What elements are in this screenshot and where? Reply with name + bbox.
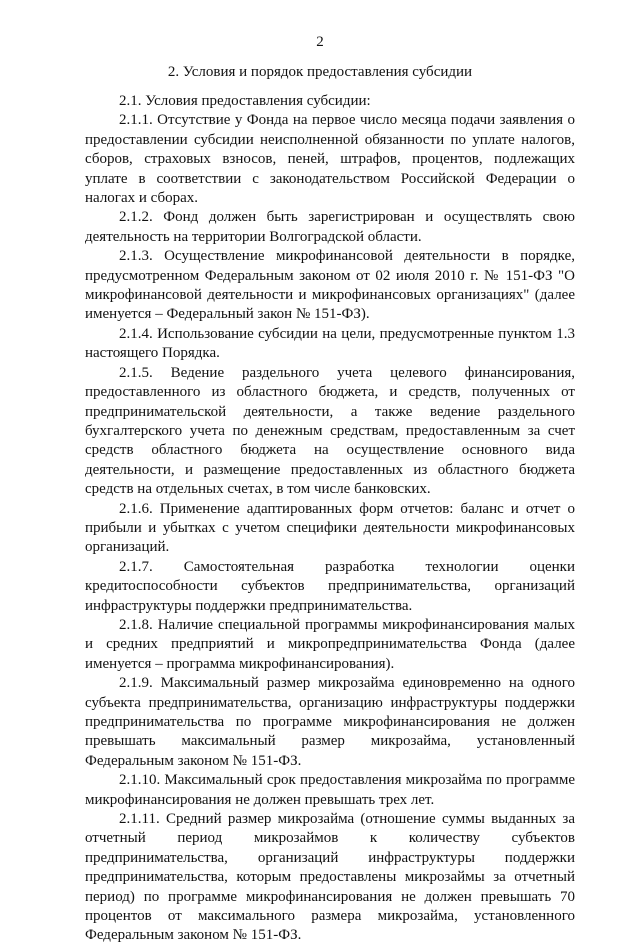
- paragraph-2-1-9: 2.1.9. Максимальный размер микрозайма единовременно на одного субъекта предпринимательства, организацию инфраструктуры поддержки предпринимательства по программе микрофинансирования не должен превышать максимальный размер микрозайма, установленный Федеральным законом № 151-ФЗ.: [85, 675, 575, 769]
- section-title: 2. Условия и порядок предоставления субсидии: [167, 64, 473, 80]
- paragraph-2-1-6: 2.1.6. Применение адаптированных форм отчетов: баланс и отчет о прибыли и убытках с учетом специфики деятельности микрофинансовых организаций.: [85, 500, 575, 556]
- paragraph-2-1-4: 2.1.4. Использование субсидии на цели, предусмотренные пунктом 1.3 настоящего Порядка.: [85, 325, 575, 362]
- paragraph-2-1-11: 2.1.11. Средний размер микрозайма (отношение суммы выданных за отчетный период микрозаймов к количеству субъектов предпринимательства, организаций инфраструктуры поддержки предпринимательства, которым предоставлены микрозаймы за отчетный период) по программе микрофинансирования не должен превышать 70 процентов от максимального размера микрозайма, установленного Федеральным законом № 151-ФЗ.: [85, 811, 575, 944]
- paragraph-2-1-10: 2.1.10. Максимальный срок предоставления микрозайма по программе микрофинансирования не должен превышать трех лет.: [85, 772, 575, 808]
- paragraph-2-1-7: 2.1.7. Самостоятельная разработка технологии оценки кредитоспособности субъектов предпринимательства, организаций инфраструктуры поддержки предпринимательства.: [85, 558, 575, 614]
- paragraph-2-1-5: 2.1.5. Ведение раздельного учета целевого финансирования, предоставленного из областного бюджета, и средств, полученных от предпринимательской деятельности, а также ведение раздельного бухгалтерского учета по денежным средствам, предоставленным за счет средств областного бюджета на осуществление основного вида деятельности, и размещение предоставленных из областного бюджета средств на отдельных счетах, в том числе банковских.: [85, 364, 575, 498]
- paragraph-2-1-3: 2.1.3. Осуществление микрофинансовой деятельности в порядке, предусмотренном Федеральным законом от 02 июля 2010 г. № 151-ФЗ "О микрофинансовой деятельности и микрофинансовых организациях" (далее именуется – Федеральный закон № 151-ФЗ).: [85, 248, 575, 323]
- paragraph-2-1-1: 2.1.1. Отсутствие у Фонда на первое число месяца подачи заявления о предоставлении субсидии неисполненной обязанности по уплате налогов, сборов, страховых взносов, пеней, штрафов, процентов, подлежащих уплате в соответствии с законодательством Российской Федерации о налогах и сборах.: [85, 112, 575, 207]
- page-number: 2: [316, 34, 324, 50]
- paragraph-2-1: 2.1. Условия предоставления субсидии:: [119, 93, 371, 109]
- paragraph-2-1-2: 2.1.2. Фонд должен быть зарегистрирован и осуществлять свою деятельность на территории Волгоградской области.: [85, 209, 575, 245]
- paragraph-2-1-8: 2.1.8. Наличие специальной программы микрофинансирования малых и средних предприятий и микропредпринимательства Фонда (далее именуется – программа микрофинансирования).: [85, 616, 575, 672]
- document-body: [85, 92, 575, 946]
